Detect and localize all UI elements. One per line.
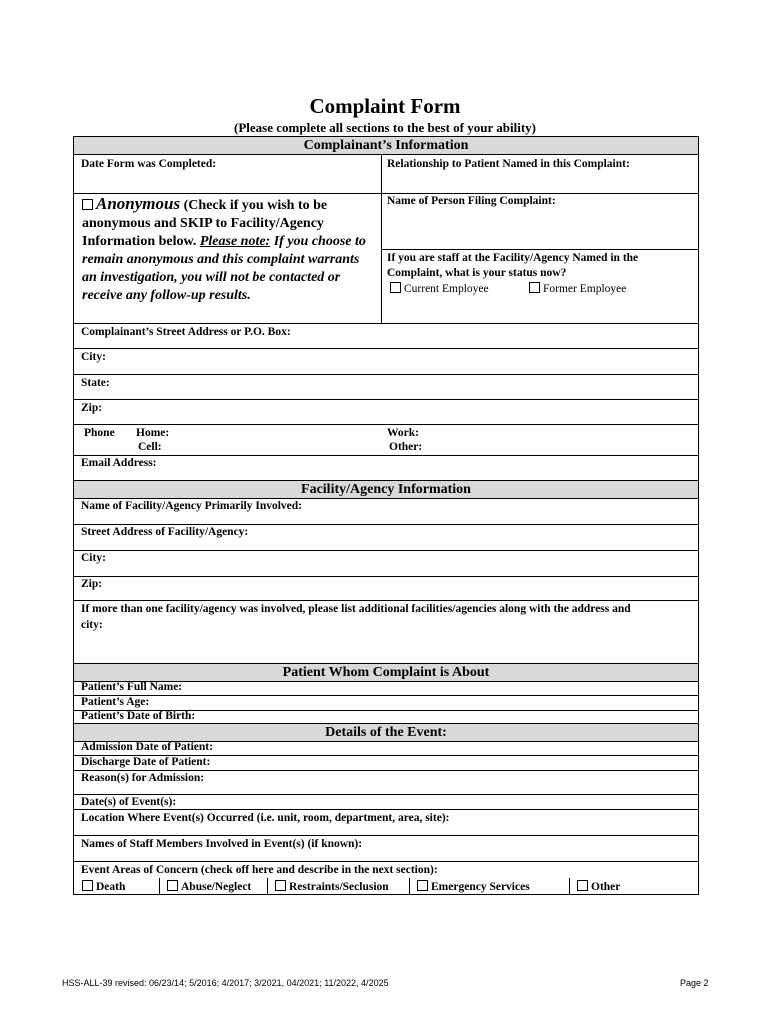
- event-areas-label: Event Areas of Concern (check off here and describe in the next section):: [81, 864, 438, 876]
- patient-age-field[interactable]: Patient’s Age:: [81, 696, 150, 708]
- page-number: Page 2: [680, 978, 709, 988]
- event-dates-field[interactable]: Date(s) of Event(s):: [81, 796, 177, 808]
- complainant-street-field[interactable]: Complainant’s Street Address or P.O. Box:: [81, 326, 291, 338]
- cell-phone-field[interactable]: Cell:: [138, 441, 162, 453]
- complainant-city-field[interactable]: City:: [81, 351, 106, 363]
- complainant-section-header: Complainant’s Information: [74, 137, 698, 155]
- current-employee-option[interactable]: Current Employee: [390, 282, 489, 295]
- date-completed-field[interactable]: Date Form was Completed:: [81, 158, 217, 170]
- facility-section-header: Facility/Agency Information: [74, 480, 698, 499]
- facility-zip-field[interactable]: Zip:: [81, 578, 103, 590]
- complaint-form: [73, 136, 699, 895]
- event-section-header: Details of the Event:: [74, 723, 698, 742]
- additional-facilities-field[interactable]: If more than one facility/agency was involved, please list additional facilities/agencies along with the address and: [81, 603, 631, 615]
- emergency-checkbox[interactable]: [417, 880, 428, 891]
- patient-dob-field[interactable]: Patient’s Date of Birth:: [81, 710, 196, 722]
- area-death-option[interactable]: Death: [82, 880, 125, 893]
- phone-label: Phone: [84, 427, 115, 439]
- patient-name-field[interactable]: Patient’s Full Name:: [81, 681, 183, 693]
- restraints-checkbox[interactable]: [275, 880, 286, 891]
- current-employee-checkbox[interactable]: [390, 282, 401, 293]
- patient-section-header: Patient Whom Complaint is About: [74, 663, 698, 682]
- admission-reason-field[interactable]: Reason(s) for Admission:: [81, 772, 205, 784]
- area-abuse-option[interactable]: Abuse/Neglect: [167, 880, 251, 893]
- form-title: Complaint Form: [309, 94, 461, 118]
- other-checkbox[interactable]: [577, 880, 588, 891]
- discharge-date-field[interactable]: Discharge Date of Patient:: [81, 756, 211, 768]
- staff-involved-field[interactable]: Names of Staff Members Involved in Event(s) (if known):: [81, 838, 363, 850]
- area-other-option[interactable]: Other: [577, 880, 620, 893]
- person-filing-field[interactable]: Name of Person Filing Complaint:: [387, 195, 556, 207]
- home-phone-field[interactable]: Home:: [136, 427, 170, 439]
- revision-footer: HSS-ALL-39 revised: 06/23/14; 5/2016; 4/2017; 3/2021, 04/2021; 11/2022, 4/2025: [62, 978, 389, 988]
- additional-facilities-city-label: city:: [81, 619, 103, 631]
- complainant-state-field[interactable]: State:: [81, 377, 110, 389]
- area-restraints-option[interactable]: Restraints/Seclusion: [275, 880, 389, 893]
- work-phone-field[interactable]: Work:: [387, 427, 419, 439]
- staff-status-question: If you are staff at the Facility/Agency Named in the Complaint, what is your status now?: [387, 252, 639, 279]
- admission-date-field[interactable]: Admission Date of Patient:: [81, 741, 213, 753]
- event-location-field[interactable]: Location Where Event(s) Occurred (i.e. unit, room, department, area, site):: [81, 812, 450, 824]
- relationship-field[interactable]: Relationship to Patient Named in this Complaint:: [387, 158, 630, 170]
- former-employee-option[interactable]: Former Employee: [529, 282, 626, 295]
- facility-city-field[interactable]: City:: [81, 552, 106, 564]
- death-checkbox[interactable]: [82, 880, 93, 891]
- form-subtitle: (Please complete all sections to the best of your ability): [234, 120, 536, 135]
- facility-street-field[interactable]: Street Address of Facility/Agency:: [81, 526, 249, 538]
- anonymous-option[interactable]: Anonymous (Check if you wish to be anonymous and SKIP to Facility/Agency Information below. Please note: If you choose to remain anonymous and this complaint warrants an investigation, you will not be contacted or receive any follow-up results.: [82, 194, 366, 303]
- abuse-checkbox[interactable]: [167, 880, 178, 891]
- anonymous-checkbox[interactable]: [82, 199, 93, 210]
- email-field[interactable]: Email Address:: [81, 457, 157, 469]
- area-emergency-option[interactable]: Emergency Services: [417, 880, 530, 893]
- facility-name-field[interactable]: Name of Facility/Agency Primarily Involved:: [81, 500, 303, 512]
- other-phone-field[interactable]: Other:: [389, 441, 423, 453]
- former-employee-checkbox[interactable]: [529, 282, 540, 293]
- complainant-zip-field[interactable]: Zip:: [81, 402, 103, 414]
